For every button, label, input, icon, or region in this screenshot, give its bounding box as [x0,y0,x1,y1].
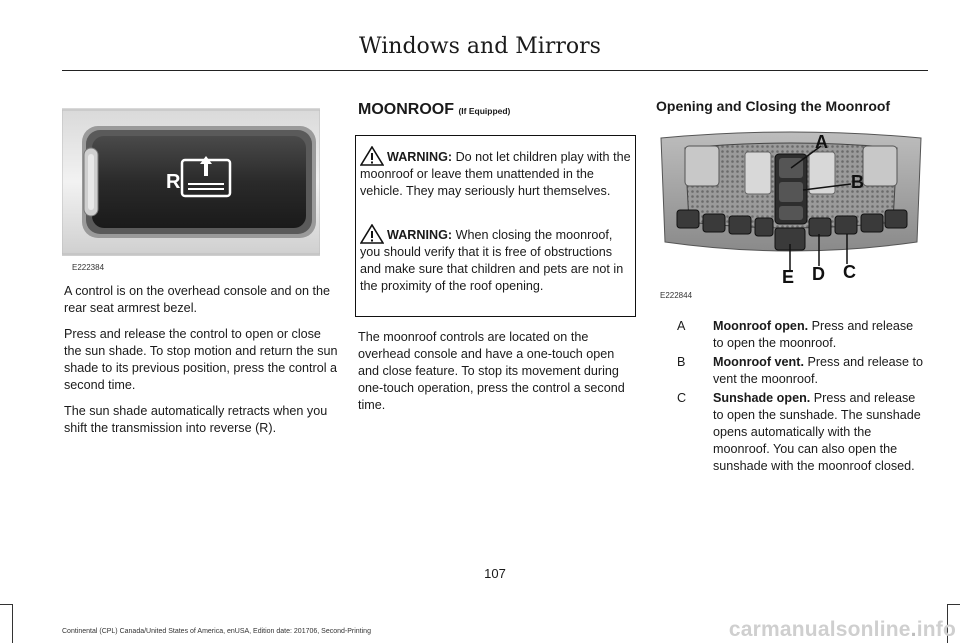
legend-item-c [713,390,926,475]
watermark-part1: carmanualsonline [728,618,911,641]
crop-mark [0,604,13,605]
paragraph: A control is on the overhead console and on the rear seat armrest bezel. [64,284,331,315]
figure-code-right: E222844 [660,291,693,300]
warning-2 [360,224,632,295]
legend-letter-a: A [677,319,686,333]
moonroof-title-text: MOONROOF [358,101,454,118]
callout-c: C [843,262,856,282]
left-column-text [64,283,339,446]
legend-letter-b: B [677,355,686,369]
legend-term: Moonroof open. [713,319,809,333]
warning-triangle-icon [360,224,384,244]
warning-text: Do not let children play with the moonroof or leave them unattended in the vehicle. They may seriously hurt themselves. [360,150,631,198]
figure-code-left: E222384 [72,263,105,272]
page-header-title: Windows and Mirrors [359,34,601,59]
warning-triangle-icon [360,146,384,166]
callout-a: A [815,132,828,152]
legend-term: Sunshade open. [713,391,811,405]
crop-mark [12,604,13,643]
watermark-dot: . [910,618,917,641]
legend-item-a [713,318,926,352]
legend-item-b [713,354,926,388]
legend-term: Moonroof vent. [713,355,804,369]
warning-label: WARNING: [387,150,453,164]
paragraph: The sun shade automatically retracts when you shift the transmission into reverse (R). [64,404,328,435]
opening-closing-title: Opening and Closing the Moonroof [656,98,891,114]
sunshade-control-illustration [62,108,320,256]
warning-label: WARNING: [387,228,453,242]
page-number: 107 [484,566,506,581]
warning-text: When closing the moonroof, you should verify that it is free of obstructions and make sure that children and pets are not in the proximity of the roof opening. [360,228,624,293]
legend-desc: Press and release to open the moonroof. [713,319,914,350]
footer-edition-info: Continental (CPL) Canada/United States of America, enUSA, Edition date: 201706, Second-Printing [62,628,371,635]
legend-desc: Press and release to vent the moonroof. [713,355,923,386]
rear-button-letter: R [166,171,181,193]
header-divider [62,70,928,71]
callout-b: B [851,172,864,192]
paragraph: Press and release the control to open or close the sun shade. To stop motion and return the sun shade to its previous position, press the control a second time. [64,327,338,392]
moonroof-title-suffix: (If Equipped) [458,106,511,116]
legend-desc: Press and release to open the sunshade. The sunshade opens automatically with the moonroof. You can also open the sunshade with the moonroof closed. [713,391,921,473]
warning-box [355,135,636,317]
warning-1 [360,146,632,200]
watermark [729,618,956,642]
crop-mark [947,604,960,605]
legend-letter-c: C [677,391,687,405]
moonroof-section-title [358,101,510,119]
watermark-part2: info [916,618,956,641]
moonroof-controls-paragraph: The moonroof controls are located on the overhead console and have a one-touch open and close feature. To stop its movement during one-touch operation, press the control a second time. [358,330,625,412]
callout-e: E [782,267,795,284]
overhead-console-illustration [655,124,927,284]
callout-d: D [812,264,825,284]
